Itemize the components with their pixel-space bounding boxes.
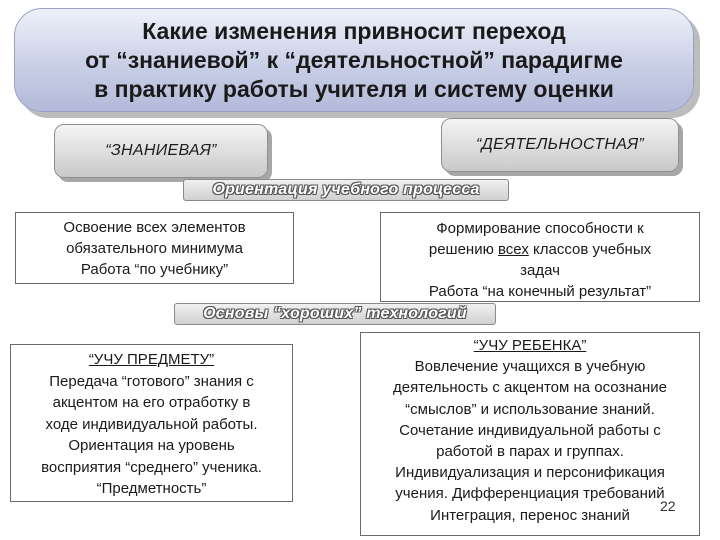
technology-knowledge-line-6: “Предметность” <box>96 480 207 497</box>
technology-knowledge-heading: “УЧУ ПРЕДМЕТУ” <box>88 351 215 368</box>
technology-activity-line-2: деятельность с акцентом на осознание <box>393 379 667 397</box>
paradigm-knowledge-label: “ЗНАНИЕВАЯ” <box>54 124 268 178</box>
technology-activity-line-4: Сочетание индивидуальной работы с <box>399 421 661 439</box>
page-number: 22 <box>660 498 676 514</box>
orientation-activity-line-2 <box>381 239 699 260</box>
technology-knowledge-line-4: Ориентация на уровень <box>68 437 235 454</box>
technology-activity-heading: “УЧУ РЕБЕНКА” <box>473 337 587 354</box>
technology-knowledge-line-3: ходе индивидуальной работы. <box>45 415 258 433</box>
technology-knowledge-box <box>10 344 293 502</box>
technology-knowledge-line-1: Передача “готового” знания с <box>49 372 254 390</box>
technology-activity-line-5: работой в парах и группах. <box>436 443 624 461</box>
orientation-activity-line-2-post: классов учебных <box>528 241 652 258</box>
technology-activity-line-7: учения. Дифференциация требований <box>395 485 665 503</box>
technology-activity-line-6: Индивидуализация и персонификация <box>395 464 665 482</box>
orientation-knowledge-line-3: Работа “по учебнику” <box>80 261 229 278</box>
orientation-knowledge-line-1: Освоение всех элементов <box>63 219 246 236</box>
technology-activity-line-3: “смыслов” и использование знаний. <box>405 400 655 418</box>
orientation-header: Ориентация учебного процесса <box>183 179 509 201</box>
orientation-activity-line-1: Формирование способности к <box>436 220 644 237</box>
orientation-activity-line-2-pre: решению <box>428 241 498 258</box>
orientation-activity-line-3: задач <box>520 262 560 279</box>
slide-title <box>14 10 694 110</box>
paradigm-activity-label: “ДЕЯТЕЛЬНОСТНАЯ” <box>441 118 679 172</box>
technology-knowledge-line-5: восприятия “среднего” ученика. <box>41 458 262 476</box>
orientation-activity-emphasis: всех <box>498 241 529 258</box>
technology-activity-box <box>360 332 700 536</box>
title-line-1: Какие изменения привносит переход <box>142 17 566 44</box>
technology-activity-line-8: Интеграция, перенос знаний <box>430 506 630 524</box>
orientation-activity-box <box>380 212 700 302</box>
orientation-activity-line-4: Работа “на конечный результат” <box>428 283 652 300</box>
orientation-knowledge-box <box>15 212 294 284</box>
technology-activity-line-1: Вовлечение учащихся в учебную <box>414 358 646 376</box>
technology-header: Основы “хороших” технологий <box>174 303 496 325</box>
title-line-3: в практику работы учителя и систему оценки <box>94 75 614 102</box>
title-line-2: от “знаниевой” к “деятельностной” парадигме <box>85 46 623 73</box>
orientation-knowledge-line-2: обязательного минимума <box>66 240 243 257</box>
technology-knowledge-line-2: акцентом на его отработку в <box>52 394 251 411</box>
